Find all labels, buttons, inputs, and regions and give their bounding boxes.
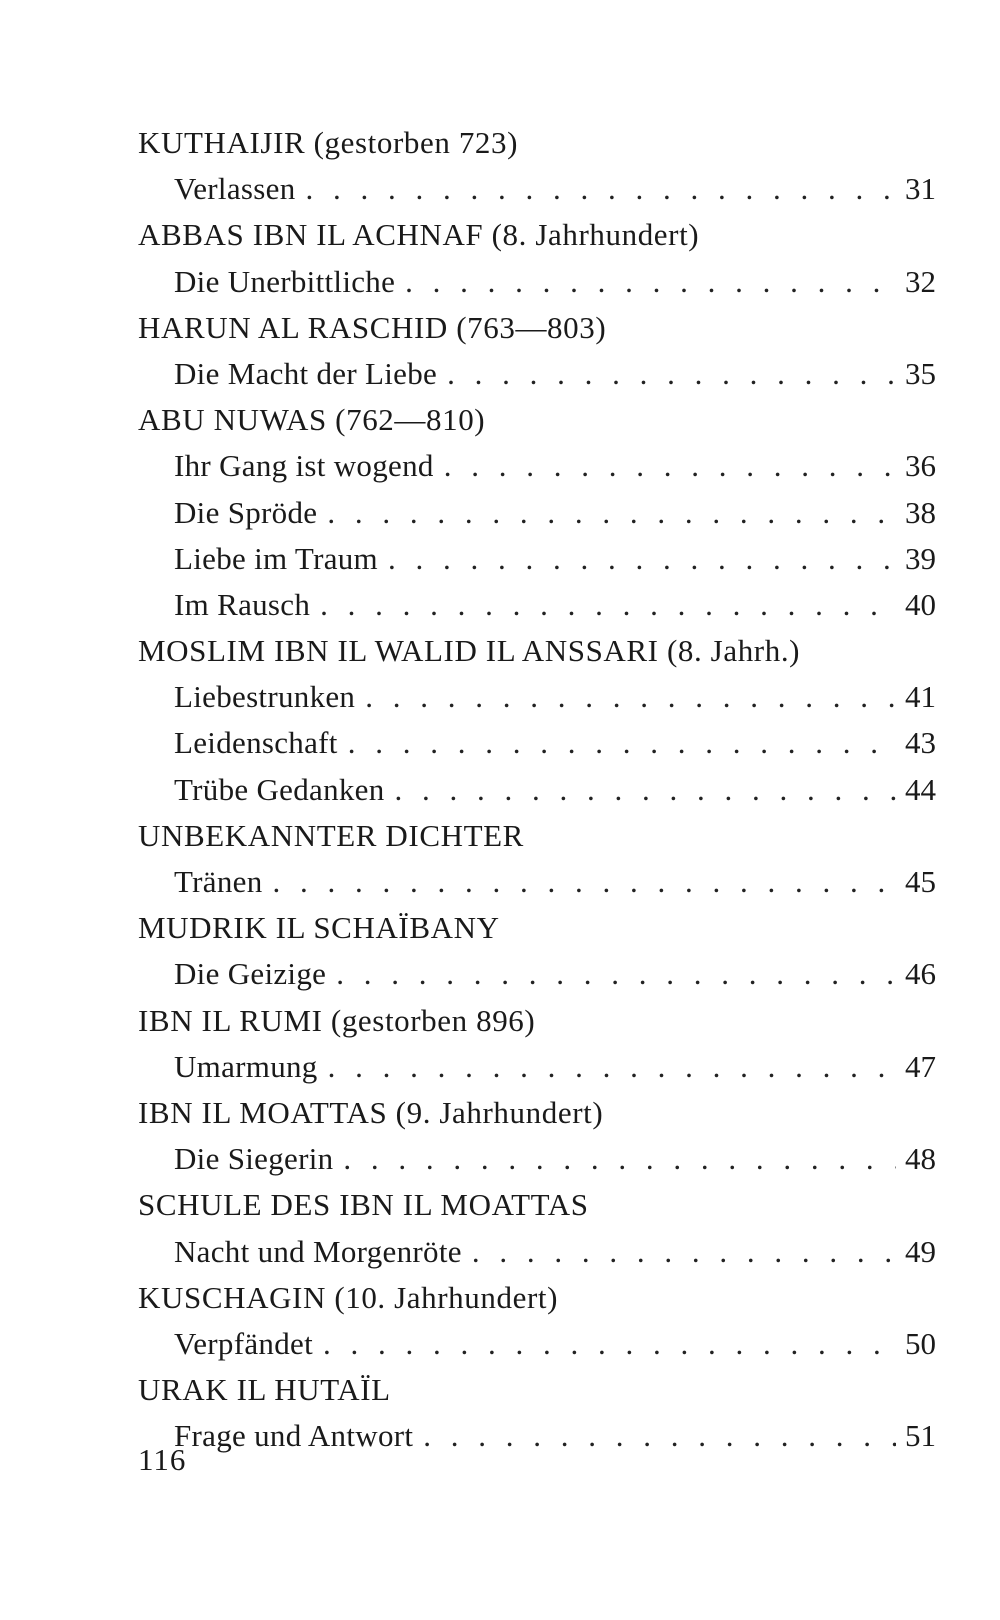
entry-page-number: 38 xyxy=(905,494,936,530)
dot-leader xyxy=(395,259,896,305)
author-heading: UNBEKANNTER DICHTER xyxy=(138,817,524,853)
toc-entry xyxy=(138,166,936,212)
dot-leader xyxy=(355,674,896,720)
dot-leader xyxy=(318,1044,896,1090)
entry-title: Leidenschaft xyxy=(174,725,338,761)
toc-entry xyxy=(138,259,936,305)
author-heading: IBN IL RUMI (gestorben 896) xyxy=(138,1002,536,1038)
toc-entry xyxy=(138,859,936,905)
author-heading: SCHULE DES IBN IL MOATTAS xyxy=(138,1187,589,1223)
page-number-footer: 116 xyxy=(138,1442,187,1477)
toc-entry xyxy=(138,674,936,720)
toc-entry xyxy=(138,351,936,397)
toc-entry xyxy=(138,1044,936,1090)
toc-entry xyxy=(138,1229,936,1275)
dot-leader xyxy=(296,166,897,212)
entry-page-number: 44 xyxy=(905,771,936,807)
entry-title: Tränen xyxy=(174,864,263,899)
entry-title: Verlassen xyxy=(174,171,296,207)
entry-title: Die Macht der Liebe xyxy=(174,355,438,391)
entry-page-number: 51 xyxy=(905,1418,936,1454)
entry-page-number: 40 xyxy=(905,586,936,622)
dot-leader xyxy=(263,859,897,905)
table-of-contents xyxy=(138,120,936,1459)
toc-entry xyxy=(138,1413,936,1459)
dot-leader xyxy=(413,1413,896,1459)
entry-title: Verpfändet xyxy=(174,1325,313,1361)
entry-page-number: 32 xyxy=(905,263,936,299)
dot-leader xyxy=(310,582,896,628)
entry-title: Die Spröde xyxy=(174,494,318,530)
author-heading: IBN IL MOATTAS (9. Jahrhundert) xyxy=(138,1094,604,1130)
entry-title: Die Siegerin xyxy=(174,1141,334,1177)
entry-page-number: 43 xyxy=(905,725,936,761)
author-heading: MOSLIM IBN IL WALID IL ANSSARI (8. Jahrh.) xyxy=(138,633,801,669)
toc-entry xyxy=(138,582,936,628)
entry-title: Liebestrunken xyxy=(174,679,356,715)
entry-page-number: 49 xyxy=(905,1233,936,1269)
dot-leader xyxy=(434,443,896,489)
dot-leader xyxy=(317,490,896,536)
dot-leader xyxy=(326,951,896,997)
entry-title: Umarmung xyxy=(174,1048,318,1084)
toc-entry xyxy=(138,951,936,997)
entry-page-number: 48 xyxy=(905,1141,936,1177)
entry-page-number: 46 xyxy=(905,956,936,992)
entry-page-number: 31 xyxy=(905,171,936,207)
entry-title: Ihr Gang ist wogend xyxy=(174,448,434,484)
entry-page-number: 50 xyxy=(905,1325,936,1361)
toc-entry xyxy=(138,1136,936,1182)
entry-page-number: 39 xyxy=(905,540,936,576)
dot-leader xyxy=(378,536,896,582)
entry-title: Frage und Antwort xyxy=(174,1418,414,1454)
entry-page-number: 45 xyxy=(905,864,936,899)
toc-entry xyxy=(138,443,936,489)
author-heading: ABBAS IBN IL ACHNAF (8. Jahrhundert) xyxy=(138,217,700,253)
dot-leader xyxy=(462,1229,896,1275)
author-heading: KUTHAIJIR (gestorben 723) xyxy=(138,125,519,160)
dot-leader xyxy=(338,720,896,766)
entry-title: Die Geizige xyxy=(174,956,327,992)
entry-title: Im Rausch xyxy=(174,586,311,622)
toc-entry xyxy=(138,720,936,766)
author-heading: KUSCHAGIN (10. Jahrhundert) xyxy=(138,1279,559,1315)
entry-page-number: 41 xyxy=(905,679,936,715)
entry-page-number: 35 xyxy=(905,355,936,391)
entry-title: Nacht und Morgenröte xyxy=(174,1233,462,1269)
entry-page-number: 47 xyxy=(905,1048,936,1084)
toc-entry xyxy=(138,1321,936,1367)
entry-title: Trübe Gedanken xyxy=(174,771,385,807)
entry-title: Liebe im Traum xyxy=(174,540,378,576)
author-heading: URAK IL HUTAÏL xyxy=(138,1372,391,1408)
author-heading: MUDRIK IL SCHAÏBANY xyxy=(138,910,500,946)
dot-leader xyxy=(333,1136,896,1182)
entry-title: Die Unerbittliche xyxy=(174,263,396,299)
dot-leader xyxy=(385,767,896,813)
toc-entry xyxy=(138,490,936,536)
dot-leader xyxy=(313,1321,896,1367)
entry-page-number: 36 xyxy=(905,448,936,484)
author-heading: HARUN AL RASCHID (763—803) xyxy=(138,309,607,345)
toc-entry xyxy=(138,767,936,813)
author-heading: ABU NUWAS (762—810) xyxy=(138,402,486,438)
dot-leader xyxy=(437,351,896,397)
toc-entry xyxy=(138,536,936,582)
